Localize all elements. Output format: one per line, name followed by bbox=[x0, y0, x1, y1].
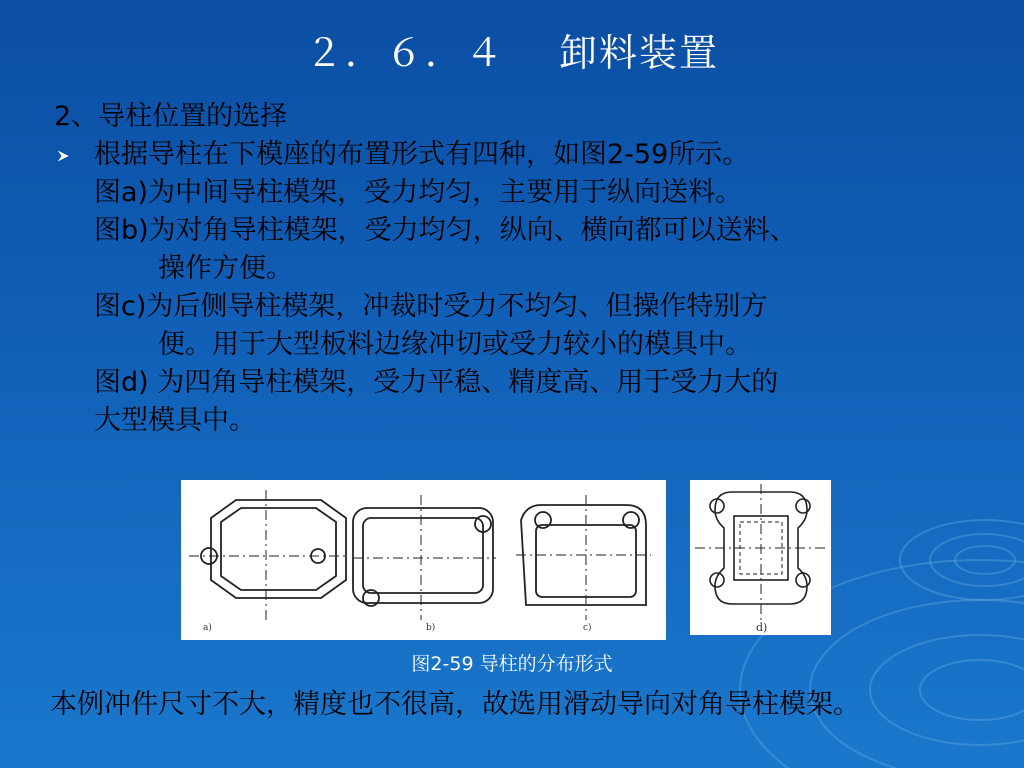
label-c: c) bbox=[583, 623, 592, 633]
die-set-drawings-abc bbox=[181, 480, 666, 640]
label-b: b) bbox=[426, 623, 436, 633]
label-d: d) bbox=[756, 621, 768, 634]
right-arrow-bullet-icon bbox=[54, 147, 72, 165]
item-b bbox=[54, 212, 984, 288]
drawing-b bbox=[353, 495, 496, 620]
figure-panel-abc bbox=[181, 480, 666, 640]
slide-title: ２．６．４ 卸料装置 bbox=[304, 31, 720, 75]
drawing-a bbox=[189, 490, 346, 620]
slide-body bbox=[54, 98, 984, 440]
die-set-drawing-d bbox=[690, 480, 831, 635]
figure-caption: 图2-59 导柱的分布形式 bbox=[411, 653, 613, 675]
label-a: a) bbox=[203, 623, 212, 633]
item-c-line-1: 图c)为后侧导柱模架，冲裁时受力不均匀、但操作特别方 bbox=[94, 291, 768, 322]
conclusion-text: 本例冲件尺寸不大，精度也不很高，故选用滑动导向对角导柱模架。 bbox=[50, 689, 860, 720]
item-b-line-1: 图b)为对角导柱模架，受力均匀，纵向、横向都可以送料、 bbox=[94, 215, 797, 246]
item-c-line-2: 便。用于大型板料边缘冲切或受力较小的模具中。 bbox=[158, 329, 752, 360]
item-d-line-1: 图d) 为四角导柱模架，受力平稳、精度高、用于受力大的 bbox=[94, 367, 779, 398]
item-d-line-2: 大型模具中。 bbox=[94, 405, 256, 436]
bullet-item bbox=[54, 136, 984, 174]
drawing-c bbox=[516, 495, 651, 620]
section-heading: 2、导柱位置的选择 bbox=[54, 101, 288, 132]
item-d bbox=[54, 364, 984, 440]
figure-panel-d bbox=[690, 480, 831, 635]
item-a-line-1: 图a)为中间导柱模架，受力均匀，主要用于纵向送料。 bbox=[94, 177, 743, 208]
item-a bbox=[54, 174, 984, 212]
bullet-text: 根据导柱在下模座的布置形式有四种，如图2-59所示。 bbox=[94, 139, 750, 170]
item-c bbox=[54, 288, 984, 364]
item-b-line-2: 操作方便。 bbox=[158, 253, 293, 284]
